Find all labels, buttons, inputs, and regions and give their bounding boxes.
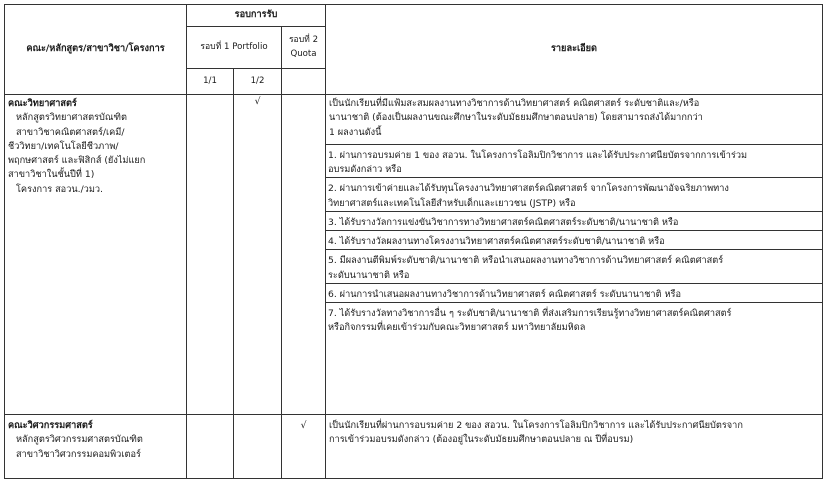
item-line: 3. ได้รับรางวัลการแข่งขันวิชาการทางวิทยาศาสตร์คณิตศาสตร์ระดับชาติ/นานาชาติ หรือ: [328, 216, 679, 228]
detail-line: การเข้าร่วมอบรมดังกล่าว (ต้องอยู่ในระดับมัธยมศึกษาตอนปลาย ณ ปีที่อบรม): [329, 434, 634, 446]
list-item: [326, 145, 822, 179]
header-detail: รายละเอียด: [326, 5, 823, 95]
item-line: ระดับนานาชาติ หรือ: [328, 269, 410, 281]
item-line: อบรมดังกล่าว หรือ: [328, 164, 402, 175]
item-line: วิทยาศาสตร์และเทคโนโลยีสำหรับเด็กและเยาวชน (JSTP) หรือ: [328, 197, 576, 209]
list-item: [326, 212, 822, 231]
item-line: 5. มีผลงานตีพิมพ์ระดับชาติ/นานาชาติ หรือนำเสนอผลงานทางวิชาการด้านวิทยาศาสตร์ คณิตศาสตร์: [328, 255, 724, 267]
list-item: [326, 250, 822, 284]
intro-line: นานาชาติ (ต้องเป็นผลงานขณะศึกษาในระดับมัธยมศึกษาตอนปลาย) โดยสามารถส่งได้มากกว่า: [329, 112, 703, 124]
program-line: พฤกษศาสตร์ และฟิสิกส์ (ยังไม่แยก: [8, 155, 146, 166]
header-round2: รอบที่ 2 Quota: [282, 27, 326, 69]
detail-intro: [326, 95, 822, 145]
round1-2-mark: [234, 415, 282, 479]
program-line: สาขาวิชาวิศวกรรมคอมพิวเตอร์: [16, 448, 141, 460]
header-sub-1-2: 1/2: [234, 69, 282, 95]
intro-line: เป็นนักเรียนที่มีแฟ้มสะสมผลงานทางวิชาการด้านวิทยาศาสตร์ คณิตศาสตร์ ระดับชาติและ/หรือ: [329, 98, 700, 109]
program-cell: [5, 415, 187, 479]
item-line: หรือกิจกรรมที่เคยเข้าร่วมกับคณะวิทยาศาสตร์ มหาวิทยาลัยมหิดล: [328, 322, 586, 334]
program-line: โครงการ สอวน./วมว.: [16, 183, 103, 195]
header-program: คณะ/หลักสูตร/สาขาวิชา/โครงการ: [5, 5, 187, 95]
intro-line: 1 ผลงานดังนี้: [329, 126, 382, 138]
program-cell: [5, 95, 187, 415]
item-line: 1. ผ่านการอบรมค่าย 1 ของ สอวน. ในโครงการโอลิมปิกวิชาการ และได้รับประกาศนียบัตรจากการเข้าร่วม: [328, 149, 748, 161]
list-item: [326, 231, 822, 250]
detail-cell: [326, 415, 823, 479]
program-line: หลักสูตรวิศวกรรมศาสตรบัณฑิต: [16, 434, 143, 446]
round1-1-mark: [187, 415, 234, 479]
round1-2-mark: √: [234, 95, 282, 415]
round1-1-mark: [187, 95, 234, 415]
faculty-name: คณะวิทยาศาสตร์: [8, 98, 77, 109]
round2-mark: √: [282, 415, 326, 479]
faculty-name: คณะวิศวกรรมศาสตร์: [8, 420, 93, 431]
table-row: [5, 95, 823, 415]
program-line: สาขาวิชาในชั้นปีที่ 1): [8, 169, 95, 181]
program-line: หลักสูตรวิทยาศาสตรบัณฑิต: [16, 112, 127, 124]
admission-table: [4, 4, 823, 479]
detail-cell: [326, 95, 823, 415]
list-item: [326, 284, 822, 303]
table-row: [5, 415, 823, 479]
header-round: รอบการรับ: [187, 5, 326, 27]
detail-line: เป็นนักเรียนที่ผ่านการอบรมค่าย 2 ของ สอวน. ในโครงการโอลิมปิกวิชาการ และได้รับประกาศนียบัตรจาก: [329, 420, 743, 431]
round2-mark: [282, 95, 326, 415]
header-sub-1-1: 1/1: [187, 69, 234, 95]
program-line: ชีววิทยา/เทคโนโลยีชีวภาพ/: [8, 140, 119, 152]
item-line: 4. ได้รับรางวัลผลงานทางโครงงานวิทยาศาสตร์คณิตศาสตร์ระดับชาติ/นานาชาติ หรือ: [328, 236, 665, 247]
item-line: 2. ผ่านการเข้าค่ายและได้รับทุนโครงงานวิทยาศาสตร์คณิตศาสตร์ จากโครงการพัฒนาอัจฉริยภาพทาง: [328, 183, 729, 195]
item-line: 6. ผ่านการนำเสนอผลงานทางวิชาการด้านวิทยาศาสตร์ คณิตศาสตร์ ระดับนานาชาติ หรือ: [328, 288, 681, 300]
list-item: [326, 303, 822, 336]
program-line: สาขาวิชาคณิตศาสตร์/เคมี/: [16, 126, 125, 138]
header-sub-quota: [282, 69, 326, 95]
header-round1: รอบที่ 1 Portfolio: [187, 27, 282, 69]
list-item: [326, 178, 822, 212]
item-line: 7. ได้รับรางวัลทางวิชาการอื่น ๆ ระดับชาติ/นานาชาติ ที่ส่งเสริมการเรียนรู้ทางวิทยาศาสตร์คณิตศาสตร์: [328, 308, 732, 319]
